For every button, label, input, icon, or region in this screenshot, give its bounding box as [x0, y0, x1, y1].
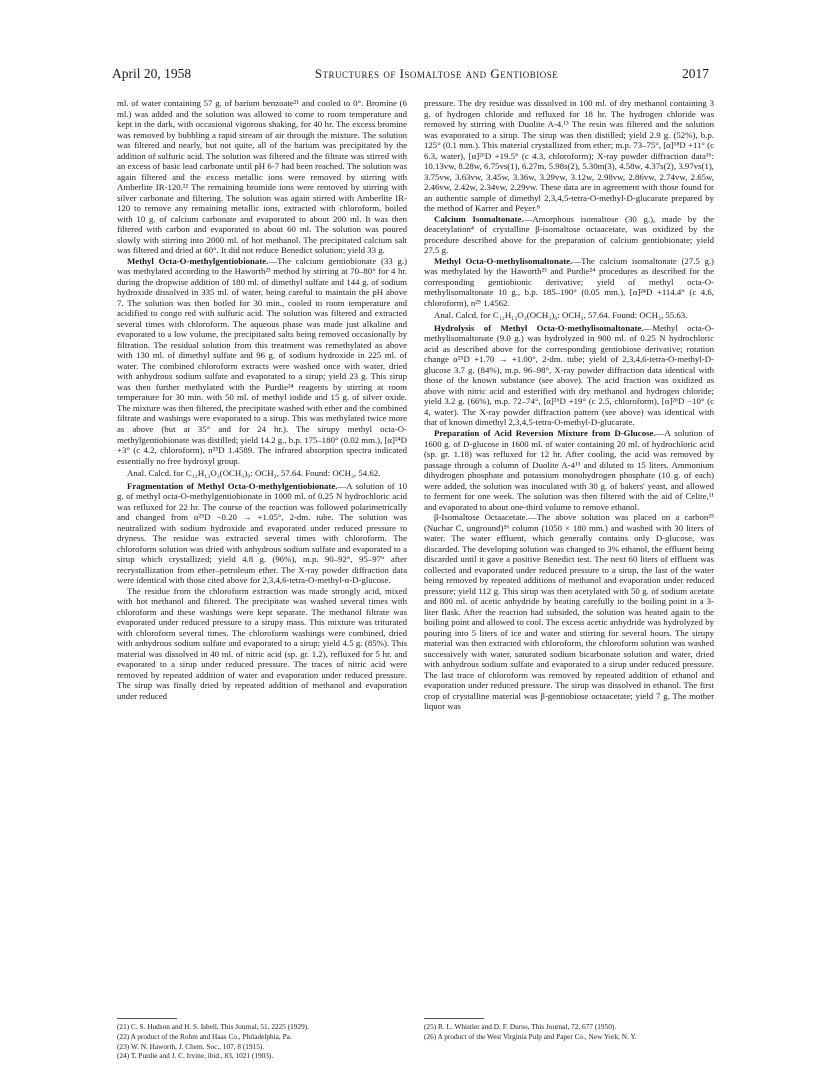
paragraph-text: —The calcium gentiobionate (33 g.) was methylated according to the Haworth²³ method by stirring at 70–80° for 4 hr. during the dropwise addition of 180 ml. of dimethyl sulfate and 144 g. of sodium hydroxide dissolved in 335 ml. of water, being careful to maintain the pH above 7. The solution was then boiled for 30 min., cooled to room temperature and acidified to congo red with sulfuric acid. The solution was filtered and extracted several times with chloroform. The aqueous phase was made just alkaline and evaporated to a low volume, the precipitated salts being removed occasionally by filtration. The residual solution from this treatment was remethylated as above with 130 ml. of dimethyl sulfate and 96 g. of sodium hydroxide in 225 ml. of water. The combined chloroform extracts were washed once with water, dried with anhydrous sodium sulfate and evaporated to a sirup; yield 23 g. This sirup was then further methylated with the Purdie²⁴ reagents by stirring at room temperature for 30 min. with 50 ml. of methyl iodide and 15 g. of silver oxide. The mixture was then filtered, the precipitate washed with ether and the combined filtrate and washings were evaporated to a sirup. This was methylated twice more as above (but at 35° and for 24 hr.). The sirupy methyl octa-O-methylgentiobionate was distilled; yield 14.2 g., b.p. 175–180° (0.02 mm.), [α]²⁴D +3° (c 4.2, chloroform), n²⁵D 1.4589. The infrared absorption spectra indicated essentially no free hydroxyl group.: [117, 255, 407, 466]
footnote: (26) A product of the West Virginia Pulp and Paper Co., New York, N. Y.: [424, 1031, 637, 1041]
paragraph-text: —A solution of 1600 g. of D-glucose in 1600 ml. of water containing 20 ml. of hydrochloric acid (sp. gr. 1.18) was refluxed for 12 hr. After cooling, the acid was removed by passage through a column of Duolite A-4¹³ and diluted to 15 liters. Ammonium dihydrogen phosphate and potassium monohydrogen phosphate (10 g. of each) were added, the solution was inoculated with 30 g. of bakers' yeast, and allowed to ferment for one week. The solution was then filtered with the aid of Celite,¹¹ and evaporated to about one-third volume to remove ethanol.: [424, 427, 714, 512]
paragraph-text: pressure. The dry residue was dissolved in 100 ml. of dry methanol containing 3 g. of hydrogen chloride and refluxed for 18 hr. The hydrogen chloride was removed by stirring with Duolite A-4.¹³ The resin was filtered and the solution was evaporated to a sirup. The sirup was then distilled; yield 2.9 g. (52%), b.p. 125° (0.1 mm.). This material crystallized from ether; m.p. 73–75°, [α]¹⁸D +11° (c 6.3, water), [α]²⁶D +19.5° (c 4.3, chloroform); X-ray powder diffraction data¹⁶: 10.13vw, 8.28w, 6.75vs(1), 6.27m, 5.98s(2), 5.30m(3), 4.58w, 4.37s(2), 3.97vs(1), 3.75vw, 3.63vw, 3.45w, 3.36w, 3.29vw, 3.12w, 2.98vw, 2.86vw, 2.74vw, 2.65w, 2.46vw, 2.42w, 2.34vw, 2.29vw. These data are in agreement with those found for an authentic sample of dimethyl 2,3,4,5-tetra-O-methyl-D-glucarate prepared by the method of Karrer and Peyer.⁸: [424, 98, 714, 214]
analysis-line: [117, 468, 407, 479]
left-column: [117, 98, 407, 701]
footnotes-right: [424, 1022, 714, 1042]
footnote-rule: [424, 1018, 484, 1019]
footnote: (22) A product of the Rohm and Haas Co., Philadelphia, Pa.: [117, 1031, 292, 1041]
page-number: 2017: [682, 66, 709, 81]
section-paragraph: [424, 256, 714, 309]
paragraph-text: —Amorphous isomaltose (30 g.), made by the deacetylation⁴ of crystalline β-isomaltose octaacetate, was oxidized by the procedure described above for the preparation of calcium gentiobionate; yield 27.5 g.: [424, 213, 714, 256]
body-paragraph: [117, 98, 407, 256]
footnote: (21) C. S. Hudson and H. S. Isbell, This Journal, 51, 2225 (1929).: [117, 1022, 310, 1031]
paragraph-text: The residue from the chloroform extraction was made strongly acid, mixed with hot methanol and filtered. The precipitate was washed several times with chloroform and these washings were kept separate. The methanol filtrate was evaporated under reduced pressure to a sirupy mass. This mixture was triturated with chloroform several times. The chloroform washings were combined, dried with anhydrous sodium sulfate and evaporated to a sirup; yield 4.5 g. (85%). This material was dissolved in 40 ml. of nitric acid (sp. gr. 1.2), refluxed for 5 hr. and evaporated to a sirup under reduced pressure. The traces of nitric acid were removed by repeated addition of water and evaporation under reduced pressure. The sirup was finally dried by repeated addition of methanol and evaporation under reduced: [117, 585, 407, 701]
footnote: (25) R. L. Whistler and D. F. Durso, This Journal, 72, 677 (1950).: [424, 1022, 617, 1031]
paragraph-text: —A solution of 10 g. of methyl octa-O-methylgentiobionate in 1000 ml. of 0.25 N hydrochloric acid was refluxed for 22 hr. The course of the reaction was followed polarimetrically and changed from α²⁵D −0.20 → +1.05°, 2-dm. tube. The solution was neutralized with sodium hydroxide and evaporated under reduced pressure to dryness. The residue was extracted several times with chloroform. The chloroform solution was dried with anhydrous sodium sulfate and evaporated to a sirup which crystallized; yield 4.8 g. (96%), m.p. 90–92°, 95–97° after recrystallization from ether–petroleum ether. The X-ray powder diffraction data were identical with those cited above for 2,3,4,6-tetra-O-methyl-α-D-glucose.: [117, 480, 407, 586]
paragraph-text: ml. of water containing 57 g. of barium benzoate²¹ and cooled to 0°. Bromine (6 ml.) was added and the solution was allowed to come to room temperature and kept in the dark, with occasional vigorous shaking, for 40 hr. The excess bromine was removed by bubbling a rapid stream of air through the mixture. The solution was filtered and nearly, but not quite, all of the barium was precipitated by the addition of sulfuric acid. The solution was filtered and the filtrate was stirred with an excess of basic lead carbonate until pH 6-7 had been reached. The solution was again filtered and the excess metallic ions were removed by stirring with Amberlite IR-120.²² The remaining bromide ions were removed by stirring with silver carbonate and filtering. The solution was again stirred with Amberlite IR-120 to remove any remaining metallic ions, extracted with chloroform, boiled with 10 g. of calcium carbonate and evaporated to about 200 ml. It was then filtered with carbon and evaporated to about 60 ml. The solution was poured slowly with stirring into 2000 ml. of hot methanol. The precipitated calcium salt was filtered and dried at 60°. It did not reduce Benedict solution; yield 33 g.: [117, 98, 407, 256]
body-paragraph: [424, 98, 714, 214]
section-heading: Calcium Isomaltonate.: [434, 213, 524, 224]
section-heading: Preparation of Acid Reversion Mixture from D-Glucose.: [434, 427, 656, 438]
section-paragraph: [117, 256, 407, 466]
paragraph-text: —Methyl octa-O-methylisomaltonate (9.0 g.) was hydrolyzed in 900 ml. of 0.25 N hydrochloric acid as described above for the corresponding gentiobiose derivative; rotation change α²⁵D +1.70 → +1.00°, 2-dm. tube; yield of 2,3,4,6-tetra-O-methyl-D-glucose 3.7 g. (84%), m.p. 96–98°, X-ray powder diffraction data identical with those of the known substance (see above). The acid fraction was oxidized as above with nitric acid and esterified with dry methanol and hydrogen chloride; yield 3.2 g. (66%), m.p. 72–74°, [α]²⁶D +19° (c 2.5, chloroform), [α]²⁶D −10° (c 4, water). The X-ray powder diffraction pattern (see above) was identical with that of known dimethyl 2,3,4,5-tetra-O-methyl-D-glucarate.: [424, 322, 714, 428]
header-date: April 20, 1958: [112, 66, 192, 81]
section-paragraph: [424, 214, 714, 256]
running-header: [112, 66, 709, 86]
body-paragraph: [424, 512, 714, 712]
footnote: (23) W. N. Haworth, J. Chem. Soc., 107, 8 (1915).: [117, 1041, 265, 1051]
section-heading: Fragmentation of Methyl Octa-O-methylgentiobionate.: [127, 480, 338, 491]
section-heading: Methyl Octa-O-methylisomaltonate.: [434, 255, 573, 266]
section-heading: Methyl Octa-O-methylgentiobionate.: [127, 255, 269, 266]
footnotes-left: [117, 1022, 407, 1061]
right-column: [424, 98, 714, 712]
header-title: Structures of Isomaltose and Gentiobiose: [314, 66, 559, 81]
section-paragraph: [424, 428, 714, 512]
section-paragraph: [117, 481, 407, 586]
paragraph-text: Anal. Calcd. for C₁₂H₁₃O₃(OCH₃)₉: OCH₃, 57.64. Found: OCH₃, 54.62.: [127, 468, 381, 479]
footnote: (24) T. Purdie and J. C. Irvine, ibid., 83, 1021 (1903).: [117, 1051, 274, 1061]
section-paragraph: [424, 323, 714, 428]
paragraph-text: β-Isomaltose Octaacetate.—The above solution was placed on a carbon²⁵ (Nuchar C, unground)²⁶ column (1050 × 180 mm.) and washed with 30 liters of water. The water effluent, which generally contains only D-glucose, was discarded. The developing solution was changed to 3% ethanol, the effluent being discarded until it gave a positive Benedict test. The next 60 liters of effluent was collected and evaporated under reduced pressure to a sirup, the last of the water being removed by repeated additions of methanol and evaporation under reduced pressure; yield 112 g. This sirup was then acetylated with 50 g. of sodium acetate and 800 ml. of acetic anhydride by heating carefully to the boiling point in a 3-liter flask. After the reaction had subsided, the solution was heated again to the boiling point and allowed to cool. The excess acetic anhydride was hydrolyzed by pouring into 5 liters of ice and water and stirring for several hours. The sirupy material was then extracted with chloroform, the chloroform solution was washed successively with water, saturated sodium bicarbonate solution and water, dried with anhydrous sodium sulfate and evaporated to a sirup under reduced pressure. The last trace of chloroform was removed by repeated addition of ethanol and evaporation under reduced pressure. The sirup was dissolved in ethanol. The first crop of crystalline material was β-gentiobiose octaacetate; yield 7 g. The mother liquor was: [424, 512, 714, 712]
analysis-line: [424, 310, 714, 321]
paragraph-text: —The calcium isomaltonate (27.5 g.) was methylated by the Haworth²³ and Purdie²⁴ procedures as described for the corresponding gentiobionic derivative; yield of methyl octa-O-methylisomaltonate 10 g., b.p. 185–190° (0.05 mm.), [α]²⁴D +114.4° (c 4.6, chloroform), n²⁵ 1.4562.: [424, 255, 714, 308]
footnote-rule: [117, 1018, 177, 1019]
section-heading: Hydrolysis of Methyl Octa-O-methylisomaltonate.: [434, 322, 644, 333]
paragraph-text: Anal. Calcd. for C₁₂H₁₃O₃(OCH₃)₉: OCH₃, 57.64. Found: OCH₃, 55.63.: [434, 310, 688, 321]
body-paragraph: [117, 586, 407, 702]
